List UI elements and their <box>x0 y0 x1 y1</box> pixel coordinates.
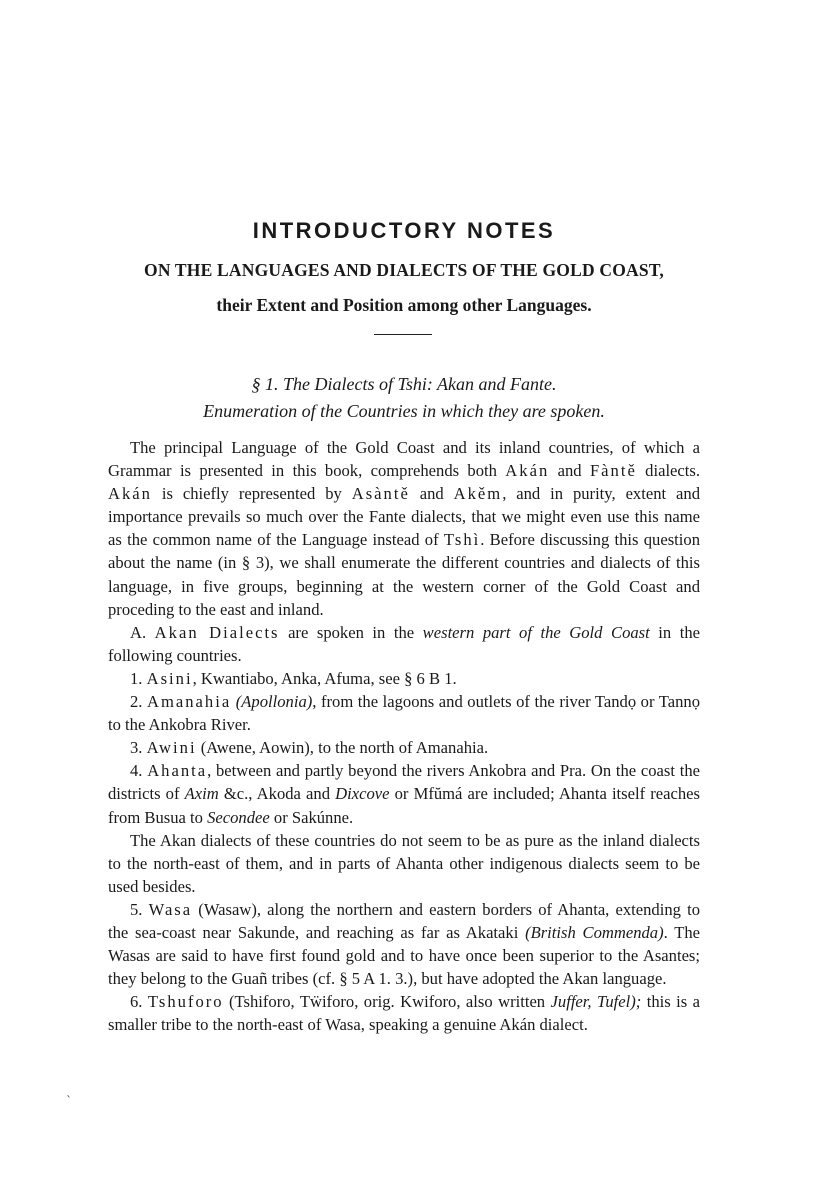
text-run: . Before discussing this question about the name (in § 3), we shall enumerate the different countries and dialects of this language, in five groups, beginning at the western corner of the Gold Coast and proceding to the east and inland. <box>108 530 700 619</box>
italic-phrase: (Apollonia) <box>235 692 313 712</box>
item-number: 6. <box>130 992 148 1012</box>
text-run: . The Wasas are said to have first found gold and to have once been superior to the Asantes; they belong to the Guañ tribes (cf. § 5 A 1. 3.), but have adopted the Akan language. <box>108 922 701 989</box>
text-run: and <box>409 484 454 504</box>
text-run: are spoken in the <box>279 622 423 642</box>
list-item-2 <box>108 690 700 736</box>
term-akan: Akán <box>108 484 152 504</box>
text-run: &c., Akoda and <box>218 784 336 804</box>
paragraph-akan-note: The Akan dialects of these countries do not seem to be as pure as the inland dialects to the north-east of them, and in parts of Ahanta other indigenous dialects seem to be used besides. <box>108 830 700 896</box>
paragraph-group-a <box>108 621 700 667</box>
margin-mark: ` <box>66 1094 72 1108</box>
term-awini: Awini <box>146 738 197 758</box>
page-subtitle: ON THE LANGUAGES AND DIALECTS OF THE GOLD COAST, <box>144 260 664 280</box>
text-run: , from the lagoons and outlets of the river Tandọ or Tannọ to the Ankobra River. <box>108 692 700 735</box>
text-run: , and in purity, extent and importance prevails so much over the Fante dialects, that we might even use this name as the common name of the Language instead of <box>108 484 700 550</box>
text-run: or Sakúnne. <box>269 807 354 827</box>
item-number: 3. <box>130 738 147 758</box>
list-item-4 <box>108 759 700 828</box>
term-akem: Akěm <box>453 484 503 504</box>
term-akan-dialects: Akan Dialects <box>154 622 280 642</box>
italic-phrase: (British Commenda) <box>525 922 664 942</box>
term-tshuforo: Tshuforo <box>147 992 224 1012</box>
text-run: , between and partly beyond the rivers Ankobra and Pra. On the coast the districts of <box>108 761 700 804</box>
term-fante: Fàntě <box>589 461 637 481</box>
text-run: A. <box>130 622 155 642</box>
list-item-1 <box>108 667 700 690</box>
paragraph-intro <box>108 436 700 621</box>
item-number: 4. <box>130 761 148 781</box>
section-heading-line-2: Enumeration of the Countries in which they are spoken. <box>203 401 605 421</box>
text-run: (Awene, Aowin), to the north of Amanahia. <box>196 738 489 758</box>
page-subtitle-2: their Extent and Position among other Languages. <box>216 295 592 315</box>
text-run: , Kwantiabo, Anka, Afuma, see § 6 B 1. <box>192 668 457 688</box>
item-number: 2. <box>130 692 147 712</box>
page-title: INTRODUCTORY NOTES <box>252 218 556 243</box>
term-asante: Asàntě <box>351 484 410 504</box>
text-run: in the following countries. <box>108 622 701 665</box>
italic-phrase: western part of the Gold Coast <box>422 622 650 642</box>
term-akan: Akán <box>505 461 550 481</box>
text-run: is chiefly represented by <box>151 484 352 504</box>
divider-rule <box>374 334 432 335</box>
text-run: (Wasaw), along the northern and eastern borders of Ahanta, extending to the sea-coast near Sakunde, and reaching as far as Akataki <box>108 899 700 942</box>
text-run: and <box>549 461 590 481</box>
text-run: (Tshiforo, Tẅiforo, orig. Kwiforo, also written <box>223 992 551 1012</box>
list-item-3 <box>108 736 700 759</box>
term-asini: Asini <box>146 668 193 688</box>
term-wasa: Wasa <box>148 899 193 919</box>
section-heading <box>108 371 700 425</box>
item-number: 5. <box>130 899 149 919</box>
term-ahanta: Ahanta <box>147 761 208 781</box>
list-item-6 <box>108 990 700 1036</box>
italic-phrase: Juffer, Tufel); <box>550 992 642 1012</box>
list-item-5 <box>108 898 700 990</box>
body-text <box>108 436 700 1036</box>
item-number: 1. <box>130 668 147 688</box>
text-run: this is a smaller tribe to the north-east of Wasa, speaking a genuine Akán dialect. <box>108 992 701 1035</box>
italic-phrase: Dixcove <box>335 784 390 804</box>
text-run: The principal Language of the Gold Coast and its inland countries, of which a Grammar is presented in this book, comprehends both <box>108 438 700 481</box>
text-run: dialects. <box>636 461 701 481</box>
italic-phrase: Axim <box>184 784 219 804</box>
text-run: or Mfŭmá are included; Ahanta itself reaches from Busua to <box>108 784 700 827</box>
term-tshi: Tshì <box>443 530 481 550</box>
italic-phrase: Secondee <box>207 807 270 827</box>
term-amanahia: Amanahia <box>147 692 232 712</box>
section-heading-line-1: § 1. The Dialects of Tshi: Akan and Fante. <box>251 374 557 394</box>
